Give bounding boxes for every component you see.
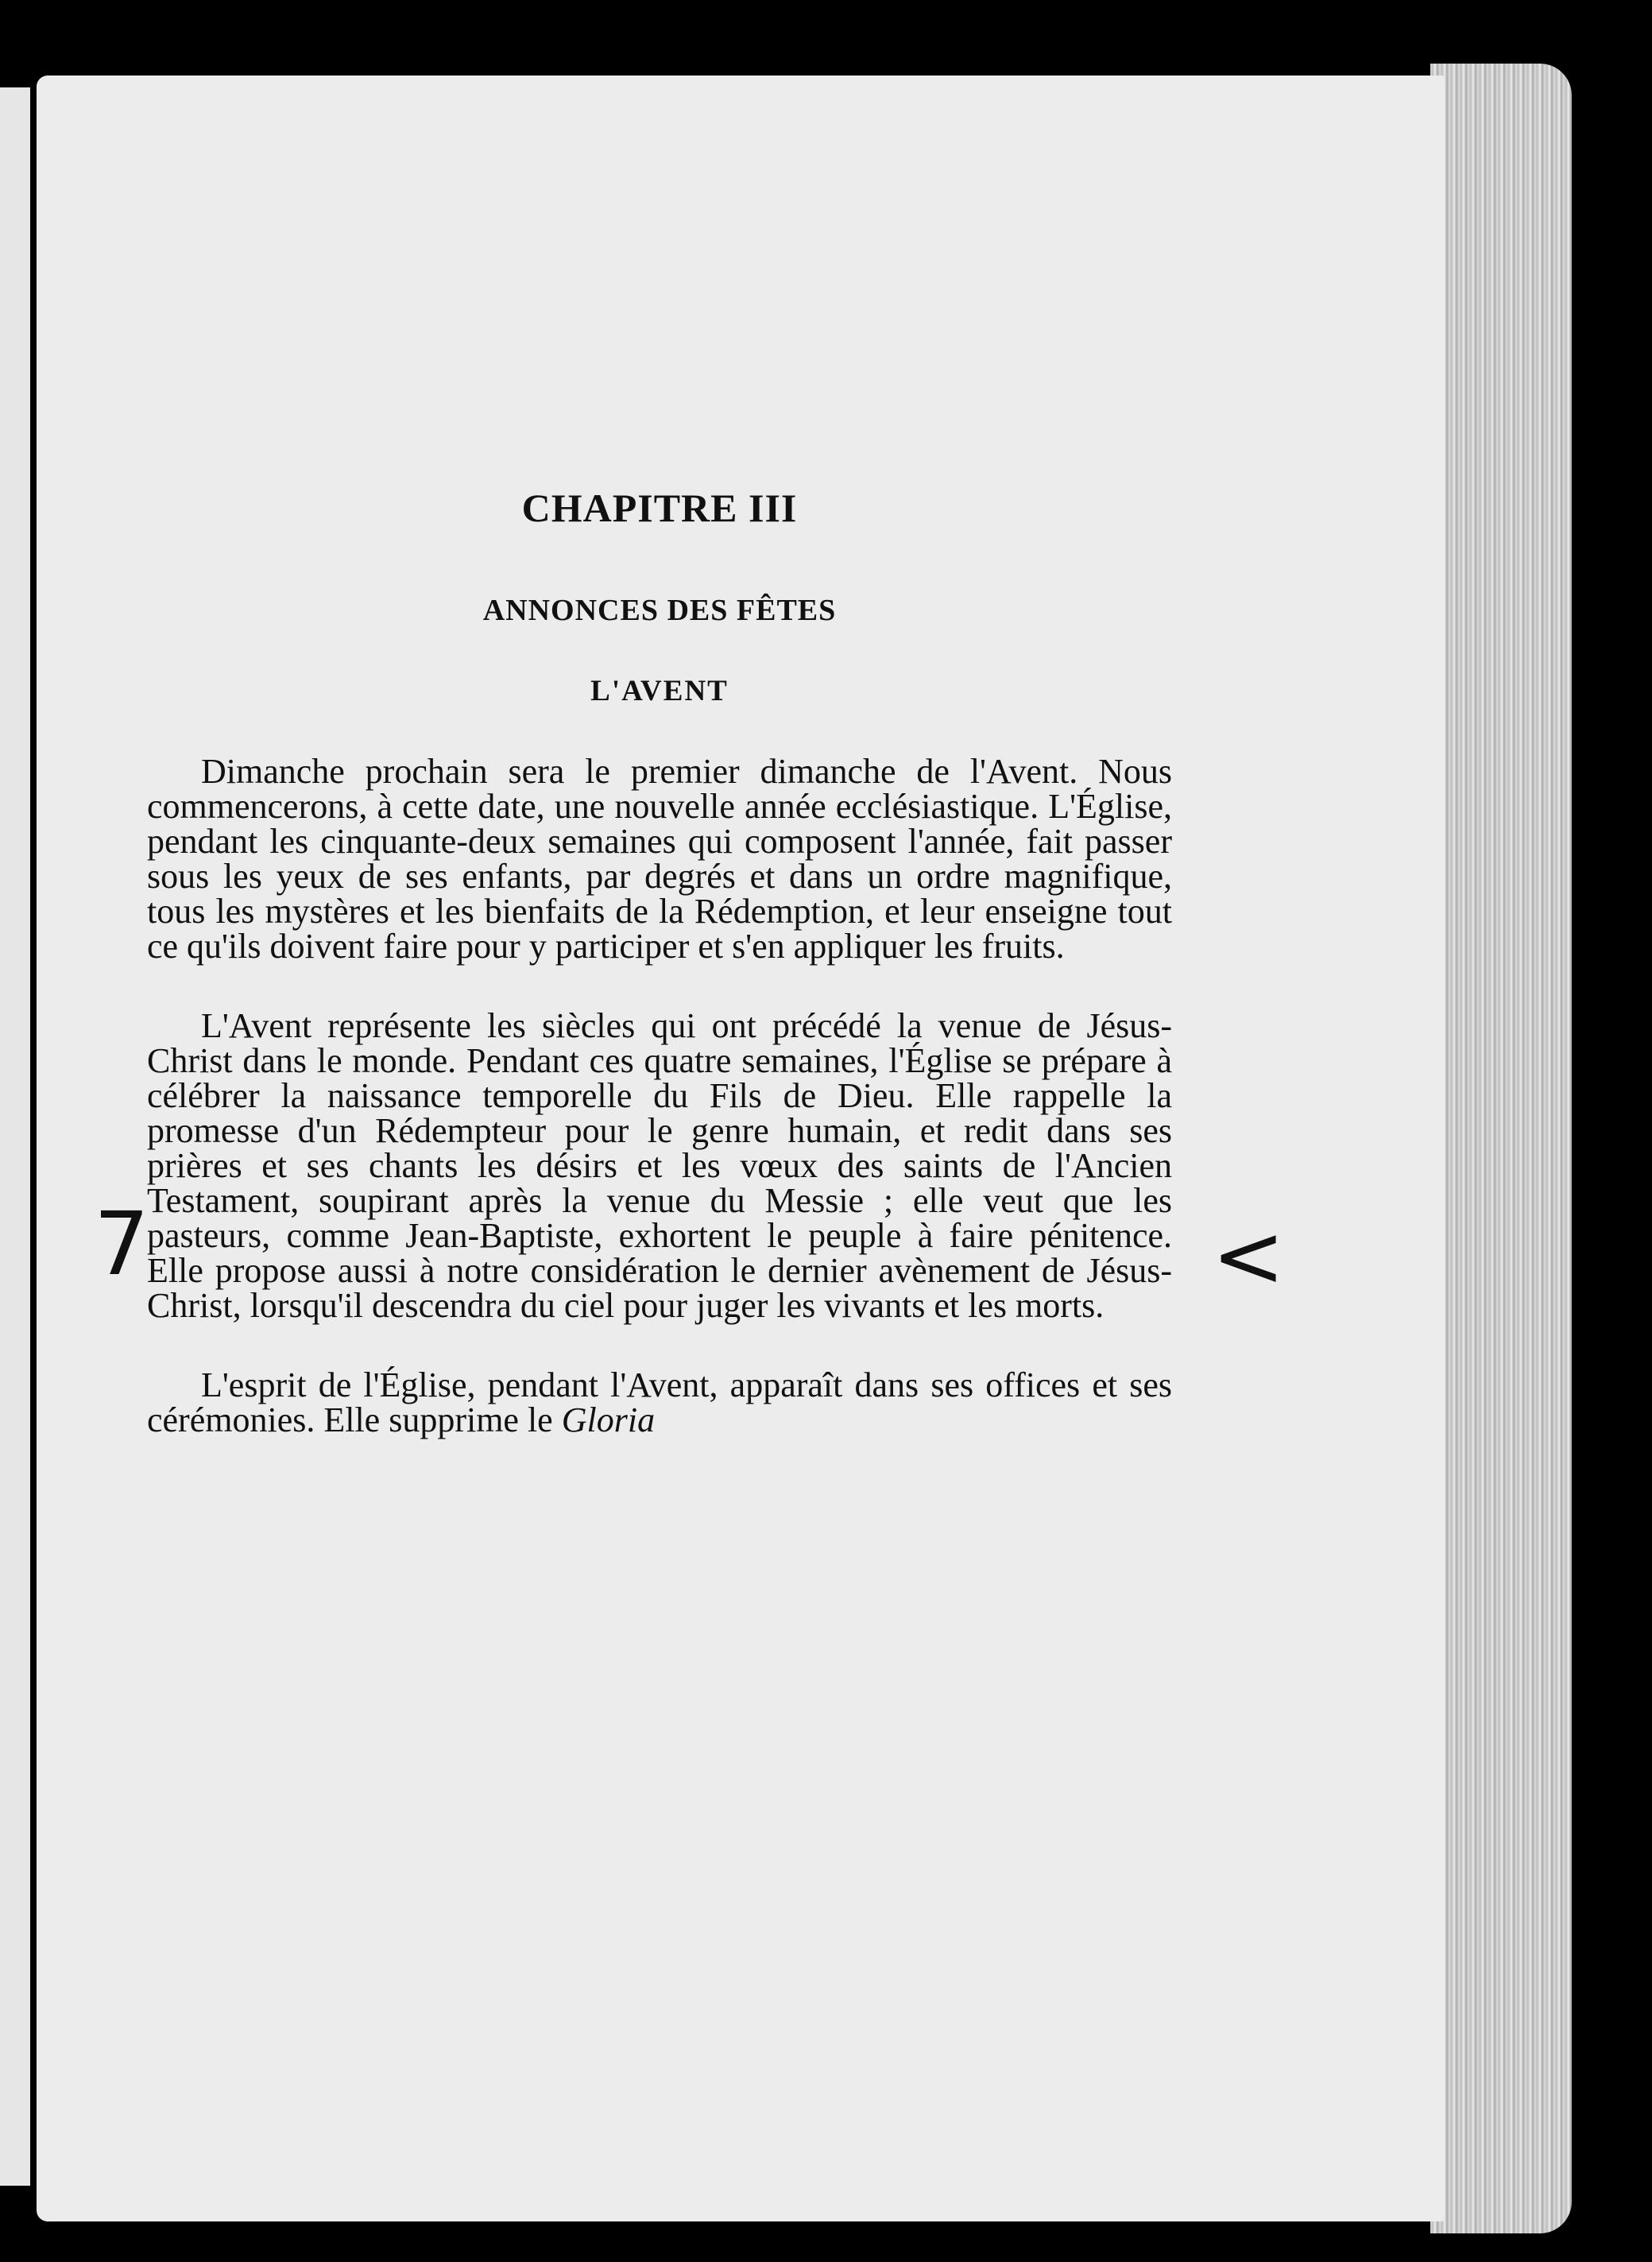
previous-page-edge	[0, 87, 30, 2186]
page-content	[147, 485, 1172, 1482]
handwritten-mark-right: <	[1212, 1205, 1286, 1307]
section-title: ANNONCES DES FÊTES	[482, 594, 837, 627]
book-page-edges	[1430, 64, 1572, 2233]
paragraph-1: Dimanche prochain sera le premier dimanche de l'Avent. Nous commencerons, à cette date, une nouvelle année ecclésiastique. L'Église, pendant les cinquante-deux semaines qui composent l'année, fait passer sous les yeux de ses enfants, par degrés et dans un ordre magnifique, tous les mystères et les bienfaits de la Rédemption, et leur enseigne tout ce qu'ils doivent faire pour y participer et s'en appliquer les fruits.	[147, 752, 1172, 966]
handwritten-mark-left: 7	[94, 1193, 149, 1295]
italic-word-gloria: Gloria	[561, 1400, 656, 1439]
paragraph-2: L'Avent représente les siècles qui ont précédé la venue de Jésus-Christ dans le monde. Pendant ces quatre semaines, l'Église se prépare à célébrer la naissance temporelle du Fils de Dieu. Elle rappelle la promesse d'un Rédempteur pour le genre humain, et redit dans ses prières et ses chants les désirs et les vœux des saints de l'Ancien Testament, soupirant après la venue du Messie ; elle veut que les pasteurs, comme Jean-Baptiste, exhortent le peuple à faire pénitence. Elle propose aussi à notre considération le dernier avènement de Jésus-Christ, lorsqu'il descendra du ciel pour juger les vivants et les morts.	[147, 1006, 1172, 1325]
subsection-title: L'AVENT	[590, 675, 729, 707]
paragraph-3: L'esprit de l'Église, pendant l'Avent, apparaît dans ses offices et ses cérémonies. Elle supprime le Gloria	[147, 1365, 1172, 1439]
chapter-title: CHAPITRE III	[521, 486, 798, 530]
